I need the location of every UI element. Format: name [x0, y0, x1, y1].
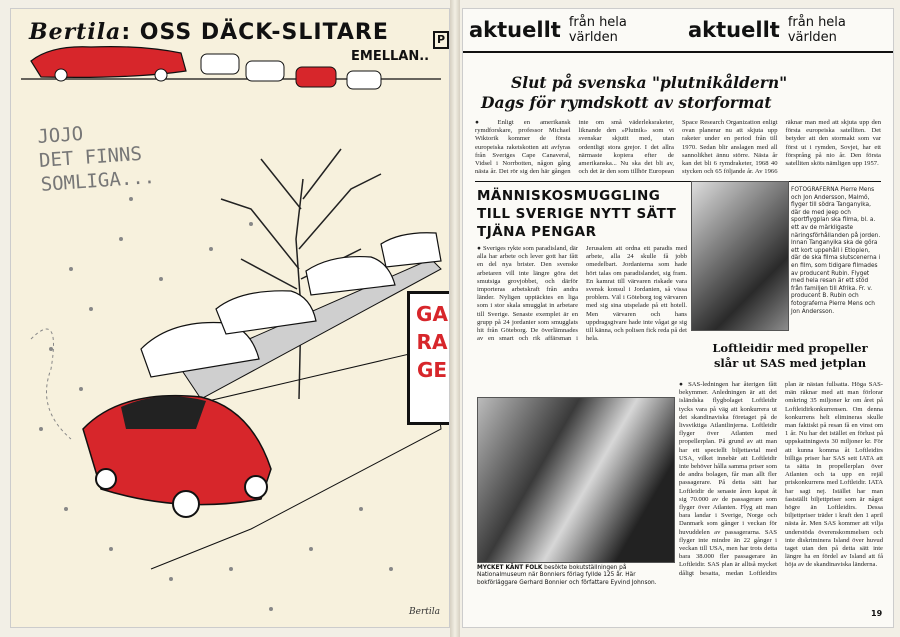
- headline-line: Loftleidir med propeller: [712, 341, 868, 355]
- banner-small-text: från hela världen: [787, 15, 846, 45]
- headline-smuggling: MÄNNISKOSMUGGLING TILL SVERIGE NYTT SÄTT TJÄNA PENGAR: [477, 188, 677, 240]
- comic-title-sub: EMELLAN..: [351, 49, 430, 64]
- comic-caption-line: DET FINNS: [38, 142, 143, 172]
- comic-illustration: [11, 9, 449, 627]
- article-smuggling-text: ● Sveriges rykte som paradisland, där alla har arbete och lever gott har fått en del nya brister. Den svenske arbetaren vill inte längre göra det smutsiga grovjobbet, och därför importeras arbetskraft från andra länder. Nyligen upptäcktes en liga som i stor skala smugglat in arbetare till Sverige. Senaste exemplet är en grupp på 24 jordanier som smugglats hit från Göteborg. De överlämnades av en smart och rik affärsman i Jerusalem att ordna ett paradis med arbete, alla 24 skulle få jobb omedelbart. Jordanierna som hade hört talas om paradislandet, sig fram. En kamrat till värvaren riskade vara svensk konsul i Jordanien, så vissa problem. Väl i Göteborg tog värvaren med sig sina utspelade på ett hotell. Men värvaren och hans uppdragsgivare hade inte vågat ge sig till känna, och polisen fick reda på det hela.: [477, 245, 687, 343]
- article-space-text: ● Enligt en amerikansk rymdforskare, professor Michael Wiktorik kommer de första europeiska raketskotten att avfyras från Sveriges Cape Canaveral, Vidsel i Norrbotten, någon gång nästa år. Det rör sig den här gången inte om små väderleksraketer, liknande den »Plutnik» som vi svenskar skjutit med, utan ordentligt stora grejor. I det allra närmaste kopiera efter de amerikanska... Nu ska det bli av, och det är den som tillhör European Space Research Organization enligt ovan planerar nu att skjuta upp raketer under en period från till 1970. Sedan blir anslagen med all sannolikhet ännu större. Nästa år kan det bli 6 rymdraketer, 1968 40 stycken och 65 följande år. Av 1966 räknar man med att skjuta upp den första europeiska satelliten. Det betyder att den stormakt som var först ut i rymden, Sovjet, har ett försprång på nio år. Den första satelliten sköts nämligen upp 1957.: [475, 119, 881, 182]
- caption-body: besökte bokutställningen på Nationalmuseum när Bonniers förlag fyllde 125 år. Här bokförläggare Gerhard Bonnier och författare Eyvind Johnson.: [477, 565, 657, 586]
- garage-sign-line: GA: [416, 302, 448, 326]
- banner-small-text: från hela världen: [568, 15, 627, 45]
- comic-title-main: OSS DÄCK-SLITARE: [139, 20, 389, 45]
- parking-sign: P: [433, 31, 449, 49]
- comic-title: Bertila: OSS DÄCK-SLITARE: [29, 19, 389, 45]
- page-number: 19: [871, 609, 883, 618]
- bonnier-caption: [477, 565, 673, 587]
- garage-sign-line: GE: [416, 358, 448, 382]
- left-page-comic: [10, 8, 450, 628]
- comic-caption-line: SOMLIGA...: [40, 165, 156, 196]
- red-car-foreground: [83, 396, 271, 517]
- comic-caption-line: JOJO: [36, 122, 84, 149]
- parked-cars-row: [141, 233, 441, 377]
- headline-line: slår ut SAS med jetplan: [713, 356, 867, 370]
- headline-loftleidir: [695, 341, 885, 371]
- article-loftleidir-text: ● SAS-ledningen har återigen fått bekymmer. Anledningen är att det isländska flygbolaget Loftleidir tycks vara på väg att konkurrera ut det skandinaviska företaget på de livsviktiga Atlantlinjerna. Loftleidir flyger över Atlanten med propellerplan. På grund av att man har ett speciellt biljettavtal med USA, vilket innebär att Loftleidir inte behöver hålla samma priser som de andra bolagen, får man allt fler passagerare. På detta sätt har Loftleidir de senaste åren kapat åt sig 70.000 av de passagerare som flyger över Atlanten. Flyg att man bara landar i Sverige, Norge och Danmark som gånger i veckan för huvuddelen av passagerarna. SAS flyger inte mindre än 22 gånger i veckan till USA, men har trots detta bara 38.000 fler passagerare än Loftleidir. SAS plan är alltså mycket dåligt besatta, medan Loftleidirs plan är nästan fullsatta. Höga SAS-män räknar med att man förlorar omkring 35 miljoner kr om året på Loftleidirkonkurrensen. Om denna konkurrens helt elimineras skulle man faktiskt på resan få en vinst om 1 år. Nu har det istället en förlust på uppskattningsvis 30 miljoner kr. För att kunna komma åt Loftleidirs billiga priser har SAS sett IATA att ta sätta in propellerplan över Atlanten och ta upp en rejäl priskonkurrens med Loftleidir. IATA har sagt nej. Istället har man fastställt biljettpriser som är något högre än Loftleidirs. Dessa biljettpriser träder i kraft den 1 april nästa år. Men SAS kommer att vilja understöda överenskommelsen och inte diskriminera Island över huvud taget utan den på detta sätt inte längre ha en fördel av Island att få höja av de skandinaviska länderna.: [679, 381, 883, 577]
- garage-sign-line: RA: [416, 330, 448, 354]
- section-banner: [463, 9, 894, 53]
- headline-line: Slut på svenska "plutnikåldern": [511, 73, 788, 92]
- parked-red-car-top: [31, 47, 186, 81]
- headline-space: [481, 73, 881, 113]
- headline-line: Dags för rymdskott av storformat: [481, 93, 772, 112]
- artist-signature: Bertila: [409, 607, 440, 617]
- banner-big-text: aktuellt: [469, 18, 561, 42]
- comic-author: Bertila: [29, 19, 122, 45]
- caption-lead: MYCKET KÄNT FOLK: [477, 565, 543, 571]
- garage-sign: [407, 291, 450, 425]
- photographers-caption: FOTOGRAFERNA Pierre Mens och Jon Andersson, Malmö, flyger till södra Tanganyika, där de med jeep och sportflygplan ska filma, bl. a. ett av de märkligaste näringsförhållanden på jorden. Innan Tanganyika ska de göra ett kort uppehåll i Etiopien, där de ska filma slutscenerna i en film, som tidigare filmades av producent Rubin. Flyget med hela resan är ett stöd från familjen till Afrika. Fr. v. producent B. Rubin och fotograferna Pierre Mens och Jon Andersson.: [791, 187, 881, 315]
- right-page-news: [462, 8, 894, 628]
- comic-caption: [37, 117, 156, 197]
- page-gutter: [450, 0, 460, 637]
- banner-big-text: aktuellt: [688, 18, 780, 42]
- bonnier-photo: [477, 397, 675, 563]
- photographers-photo: [691, 181, 789, 331]
